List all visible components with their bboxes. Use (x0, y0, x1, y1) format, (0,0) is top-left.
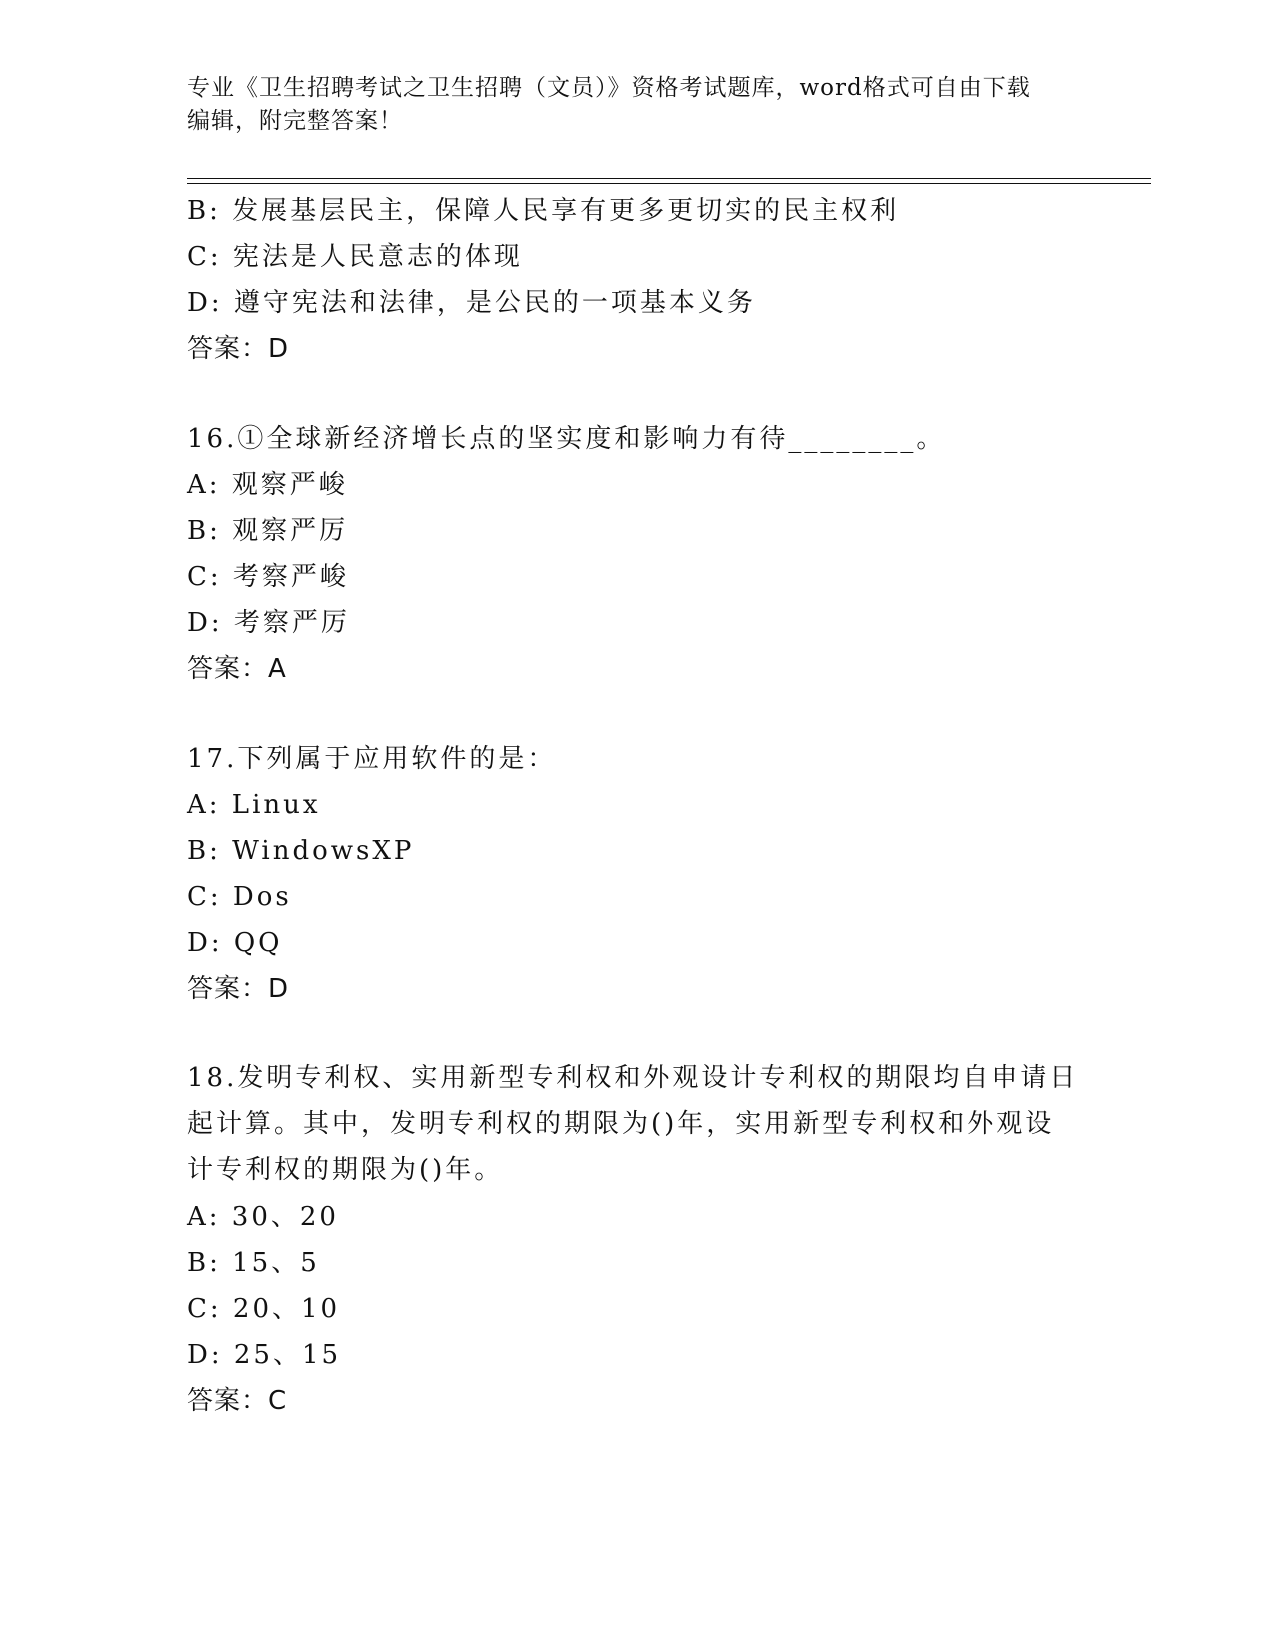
q16-question: 16.①全球新经济增长点的坚实度和影响力有待________。 (187, 424, 946, 454)
question-list (187, 188, 1087, 1424)
spacer (187, 1012, 1087, 1056)
q18-option-b: B: 15、5 (187, 1248, 320, 1278)
q18-question-line-1: 18.发明专利权、实用新型专利权和外观设计专利权的期限均自申请日 (187, 1063, 1079, 1093)
q18-answer: 答案：C (187, 1386, 288, 1416)
q17-option-b: B: WindowsXP (187, 836, 415, 866)
q15-option-c: C: 宪法是人民意志的体现 (187, 242, 523, 272)
q18-option-a: A: 30、20 (187, 1202, 339, 1232)
question-18 (187, 1056, 1087, 1424)
q16-option-b: B: 观察严厉 (187, 516, 349, 546)
q15-option-b: B: 发展基层民主，保障人民享有更多更切实的民主权利 (187, 196, 900, 226)
q18-question-line-3: 计专利权的期限为()年。 (187, 1155, 504, 1185)
q15-answer: 答案：D (187, 334, 290, 364)
q17-answer: 答案：D (187, 974, 290, 1004)
q18-question-line-2: 起计算。其中，发明专利权的期限为()年，实用新型专利权和外观设 (187, 1109, 1055, 1139)
spacer (187, 372, 1087, 416)
q17-option-d: D: QQ (187, 928, 283, 958)
header-line-2: 编辑，附完整答案！ (187, 108, 403, 134)
q17-option-a: A: Linux (187, 790, 321, 820)
q17-option-c: C: Dos (187, 882, 292, 912)
header-divider-bottom (187, 183, 1151, 184)
q16-option-c: C: 考察严峻 (187, 562, 349, 592)
q16-option-a: A: 观察严峻 (187, 470, 348, 500)
question-17 (187, 736, 1087, 1012)
q18-option-c: C: 20、10 (187, 1294, 341, 1324)
question-15 (187, 188, 1087, 372)
q16-option-d: D: 考察严厉 (187, 608, 350, 638)
question-16 (187, 416, 1087, 692)
q15-option-d: D: 遵守宪法和法律，是公民的一项基本义务 (187, 288, 756, 318)
header-divider-top (187, 178, 1151, 179)
q17-question: 17.下列属于应用软件的是： (187, 744, 557, 774)
header-line-1: 专业《卫生招聘考试之卫生招聘（文员）》资格考试题库，word格式可自由下载 (187, 75, 1031, 101)
document-header (187, 72, 1067, 138)
q16-answer: 答案：A (187, 654, 287, 684)
q18-option-d: D: 25、15 (187, 1340, 342, 1370)
spacer (187, 692, 1087, 736)
